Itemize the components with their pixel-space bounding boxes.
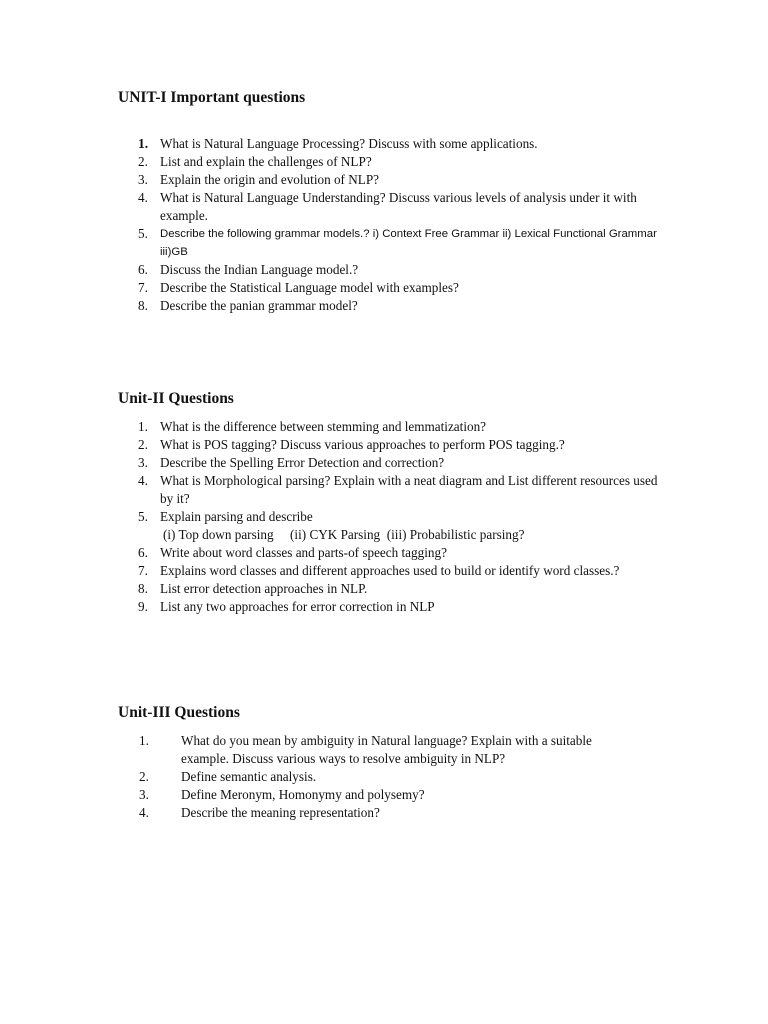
list-item	[0, 418, 660, 436]
question-number: 7.	[138, 280, 148, 295]
list-item	[0, 804, 641, 822]
list-item	[0, 279, 660, 297]
question-text: What do you mean by ambiguity in Natural language? Explain with a suitable example. Discuss various ways to resolve ambiguity in NLP?	[181, 733, 592, 766]
question-text	[160, 508, 660, 544]
list-item	[0, 189, 660, 225]
question-number: 3.	[139, 787, 149, 802]
list-item	[0, 544, 660, 562]
question-number: 2.	[139, 769, 149, 784]
list-item	[0, 153, 660, 171]
question-number: 4.	[139, 805, 149, 820]
question-text: Explain the origin and evolution of NLP?	[160, 172, 380, 187]
list-item	[0, 436, 660, 454]
question-subparts: (i) Top down parsing (ii) CYK Parsing (iii) Probabilistic parsing?	[163, 527, 525, 542]
question-text: What is the difference between stemming and lemmatization?	[160, 419, 487, 434]
question-text: Define Meronym, Homonymy and polysemy?	[181, 787, 425, 802]
question-number: 5.	[138, 226, 148, 241]
unit-1-heading: UNIT-I Important questions	[118, 89, 306, 106]
question-number: 1.	[139, 733, 149, 748]
question-number: 1.	[138, 136, 149, 151]
question-text: Describe the following grammar models.? i) Context Free Grammar ii) Lexical Functional Grammar iii)GB	[160, 228, 657, 258]
question-text: Describe the Statistical Language model with examples?	[160, 280, 459, 295]
question-text: List any two approaches for error correction in NLP	[160, 599, 435, 614]
question-text: Explains word classes and different approaches used to build or identify word classes.?	[160, 563, 620, 578]
list-item	[0, 786, 641, 804]
list-item	[0, 171, 660, 189]
question-text: What is Natural Language Processing? Discuss with some applications.	[160, 136, 538, 151]
question-number: 2.	[138, 437, 148, 452]
question-text: Write about word classes and parts-of speech tagging?	[160, 545, 447, 560]
question-text: What is Morphological parsing? Explain with a neat diagram and List different resources used by it?	[160, 473, 658, 506]
list-item	[0, 261, 660, 279]
question-text: Define semantic analysis.	[181, 769, 317, 784]
unit-3-question-list	[0, 732, 641, 822]
list-item	[0, 768, 641, 786]
question-number: 4.	[138, 473, 148, 488]
list-item	[0, 135, 660, 153]
list-item	[0, 472, 660, 508]
question-number: 9.	[138, 599, 148, 614]
question-number: 3.	[138, 172, 148, 187]
question-number: 7.	[138, 563, 148, 578]
unit-3-heading: Unit-III Questions	[118, 704, 240, 721]
question-text: Describe the meaning representation?	[181, 805, 380, 820]
question-number: 8.	[138, 581, 148, 596]
unit-1-question-list	[0, 135, 660, 315]
question-number: 1.	[138, 419, 148, 434]
question-number: 8.	[138, 298, 148, 313]
list-item	[0, 508, 660, 544]
question-number: 5.	[138, 509, 148, 524]
question-number: 3.	[138, 455, 148, 470]
list-item	[0, 454, 660, 472]
list-item	[0, 297, 660, 315]
question-text: Describe the panian grammar model?	[160, 298, 358, 313]
question-text: Describe the Spelling Error Detection and correction?	[160, 455, 445, 470]
question-text: What is POS tagging? Discuss various approaches to perform POS tagging.?	[160, 437, 565, 452]
question-number: 4.	[138, 190, 148, 205]
question-text: List and explain the challenges of NLP?	[160, 154, 372, 169]
unit-2-question-list	[0, 418, 660, 616]
question-text: Discuss the Indian Language model.?	[160, 262, 359, 277]
list-item	[0, 598, 660, 616]
question-number: 6.	[138, 545, 148, 560]
list-item	[0, 732, 641, 768]
question-number: 2.	[138, 154, 148, 169]
question-text-main: Explain parsing and describe	[160, 509, 313, 524]
question-text: List error detection approaches in NLP.	[160, 581, 368, 596]
list-item	[0, 562, 660, 580]
question-number: 6.	[138, 262, 148, 277]
unit-2-heading: Unit-II Questions	[118, 390, 234, 407]
list-item	[0, 225, 660, 261]
question-text: What is Natural Language Understanding? Discuss various levels of analysis under it with example.	[160, 190, 637, 223]
list-item	[0, 580, 660, 598]
